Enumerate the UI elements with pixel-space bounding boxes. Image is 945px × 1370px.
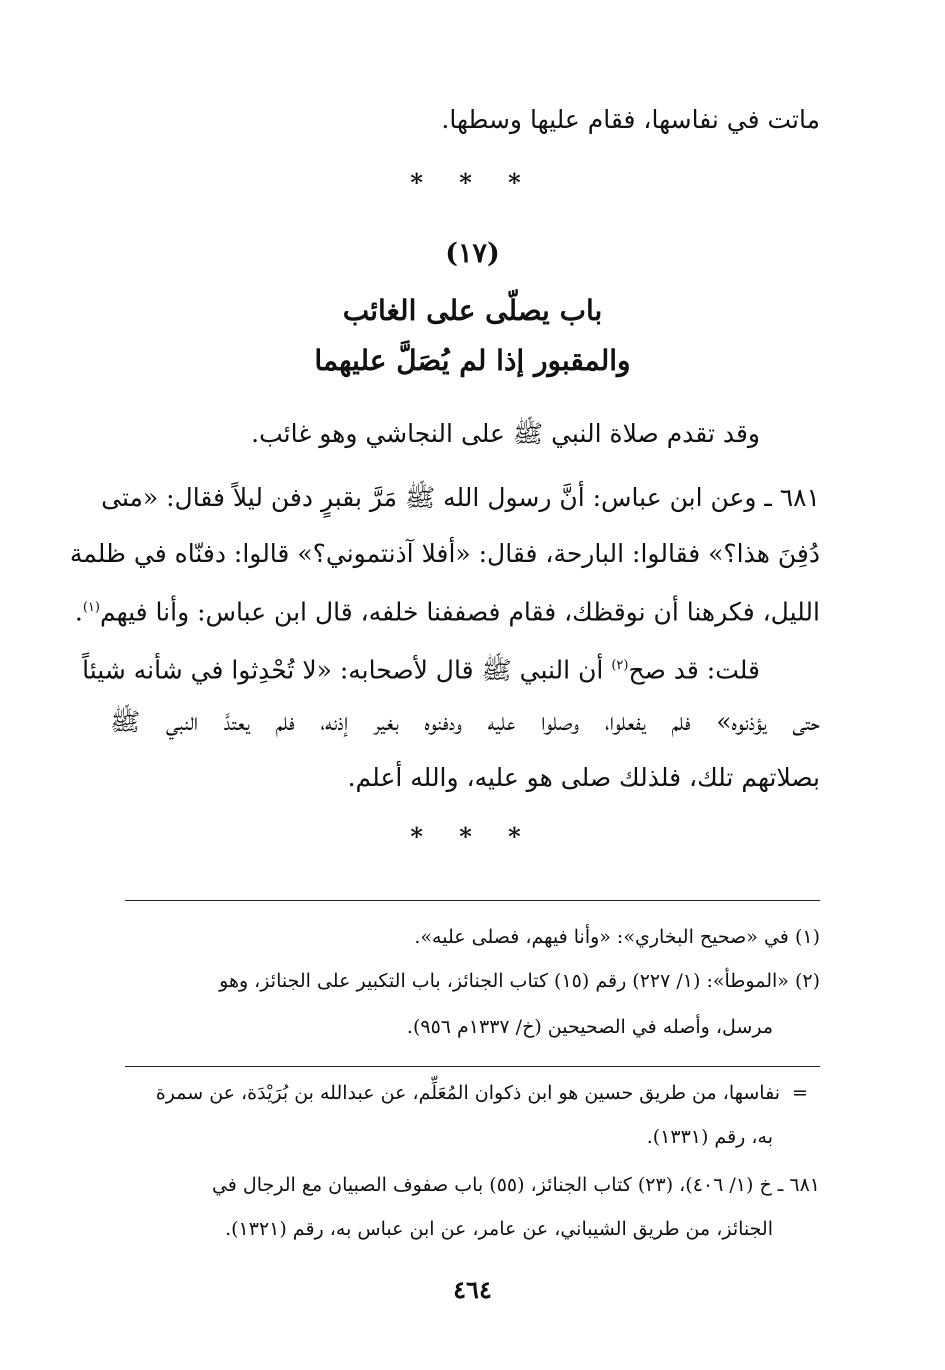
comment-line3: بصلاتهم تلك، فلذلك صلى هو عليه، والله أعلم. — [347, 763, 820, 792]
section-separator: * * * — [410, 168, 535, 197]
footnote-2 — [110, 966, 820, 996]
comment-line1-a: قلت: قد صح — [628, 655, 760, 685]
takhrij-continued-line1: نفاسها، من طريق حسين هو ابن ذكوان المُعَلِّم، عن عبدالله بن بُرَيْدَة، عن سمرة — [155, 1082, 780, 1104]
continuation-mark: = — [792, 1082, 808, 1104]
chapter-number: (١٧) — [445, 238, 500, 269]
hadith-681-line3-end: . — [74, 597, 83, 627]
section-separator-2: * * * — [410, 822, 535, 851]
hadith-681-line3 — [74, 588, 820, 632]
footnote-ref-2[interactable]: (٢) — [611, 658, 629, 673]
continued-text-line: ماتت في نفاسها، فقام عليها وسطها. — [441, 105, 820, 134]
takhrij-681-line1: ٦٨١ ـ خ (١/ ٤٠٦)، (٢٣) كتاب الجنائز، (٥٥) باب صفوف الصبيان مع الرجال في — [211, 1174, 820, 1196]
comment-line1 — [82, 646, 760, 690]
chapter-intro: وقد تقدم صلاة النبي ﷺ على النجاشي وهو غائب. — [251, 419, 760, 448]
hadith-681-line1: ٦٨١ ـ وعن ابن عباس: أنَّ رسول الله ﷺ مَرَّ بقبرٍ دفن ليلاً فقال: «متى — [101, 483, 820, 512]
footnote-2-number: (٢) — [794, 970, 820, 992]
footnote-rule — [125, 900, 820, 901]
takhrij-681-line2: الجنائز، من طريق الشيباني، عن عامر، عن ابن عباس به، رقم (١٣٢١). — [225, 1218, 773, 1240]
footnote-2-text: «الموطأ»: (١/ ٢٢٧) رقم (١٥) كتاب الجنائز، باب التكبير على الجنائز، وهو — [219, 970, 789, 992]
page-number: ٤٦٤ — [453, 1275, 492, 1304]
takhrij-continued — [110, 1078, 820, 1108]
takhrij-rule — [125, 1066, 820, 1067]
comment-line2: حتى يؤذنوه» فلم يفعلوا، وصلوا عليه ودفنوه بغير إذنه، فلم يعتدَّ النبي ﷺ — [110, 707, 820, 736]
chapter-title-line2: والمقبور إذا لم يُصَلَّ عليهما — [314, 344, 631, 377]
hadith-681-line2: دُفِنَ هذا؟» فقالوا: البارحة، فقال: «أفلا آذنتموني؟» قالوا: دفنّاه في ظلمة — [69, 539, 820, 568]
footnote-1-number: (١) — [794, 926, 820, 948]
footnote-ref-1[interactable]: (١) — [82, 600, 100, 615]
footnote-1-text: في «صحيح البخاري»: «وأنا فيهم، فصلى عليه». — [414, 926, 789, 948]
hadith-681-line3-text: الليل، فكرهنا أن نوقظك، فقام فصففنا خلفه، قال ابن عباس: وأنا فيهم — [99, 597, 820, 627]
footnote-2-line2: مرسل، وأصله في الصحيحين (خ/ ١٣٣٧م ٩٥٦). — [406, 1016, 773, 1038]
footnote-1 — [110, 922, 820, 952]
takhrij-continued-line2: به، رقم (١٣٣١). — [646, 1126, 773, 1148]
comment-line1-b: أن النبي ﷺ قال لأصحابه: «لا تُحْدِثوا في شأنه شيئاً — [82, 655, 612, 685]
chapter-title-line1: باب يصلّى على الغائب — [342, 294, 603, 327]
